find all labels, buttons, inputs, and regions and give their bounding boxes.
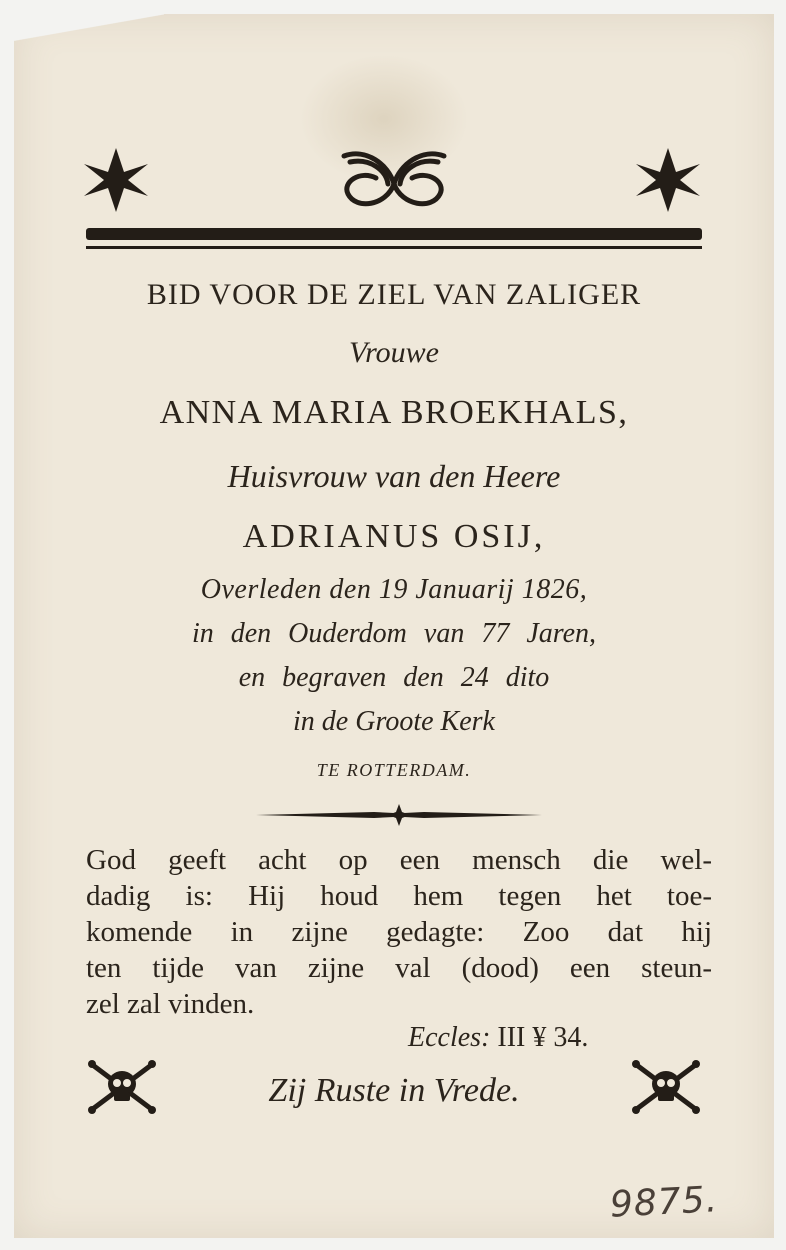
archive-number: 9875. [609, 1179, 720, 1226]
deceased-name: ANNA MARIA BROEKHALS, [159, 394, 629, 431]
verse-line: komende in zijne gedagte: Zoo dat hij [86, 916, 712, 948]
skull-crossbones-icon [86, 1058, 158, 1114]
cross-pattee-icon [632, 144, 704, 216]
torn-corner [14, 14, 164, 54]
city-line: TE ROTTERDAM. [316, 760, 472, 780]
thick-rule [86, 228, 702, 240]
small-cross-icon [254, 802, 544, 828]
reference-book: Eccles: [408, 1022, 491, 1053]
death-date-line: Overleden den 19 Januarij 1826, [200, 574, 588, 605]
verse-reference [408, 1022, 588, 1054]
burial-line: en begraven den 24 dito [238, 662, 550, 693]
verse-line: dadig is: Hij houd hem tegen het toe- [86, 880, 712, 912]
verse-line: zel zal vinden. [86, 988, 255, 1020]
relation-text: Huisvrouw van den Heere [227, 458, 561, 494]
spouse-name: ADRIANUS OSIJ, [242, 518, 546, 555]
verse-line: ten tijde van zijne val (dood) een steun- [86, 952, 712, 984]
thin-rule [86, 246, 702, 249]
closing-text: Zij Ruste in Vrede. [268, 1072, 520, 1109]
knot-ornament-icon [336, 144, 452, 216]
title-prefix: Vrouwe [349, 336, 439, 369]
age-line: in den Ouderdom van 77 Jaren, [191, 618, 597, 649]
reference-chapter: III ¥ 34. [497, 1022, 589, 1053]
header-text: BID VOOR DE ZIEL VAN ZALIGER [146, 278, 642, 311]
verse-line: God geeft acht op een mensch die wel- [86, 844, 712, 876]
church-line: in de Groote Kerk [293, 706, 495, 737]
memorial-card [14, 14, 774, 1238]
skull-crossbones-icon [630, 1058, 702, 1114]
cross-pattee-icon [80, 144, 152, 216]
